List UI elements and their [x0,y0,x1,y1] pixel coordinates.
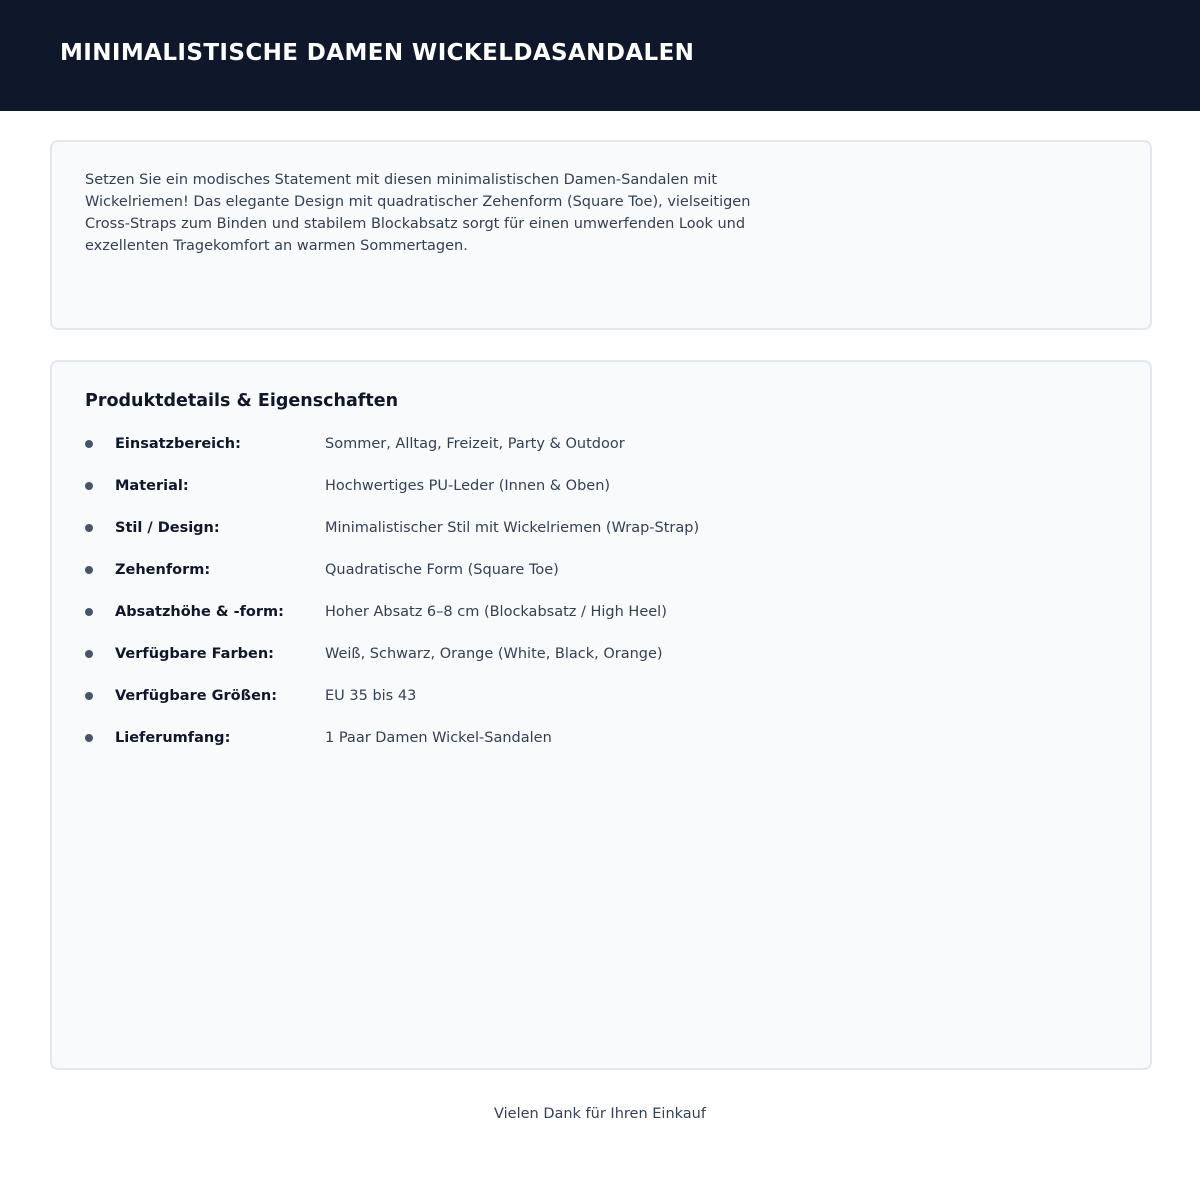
bullet-icon [85,524,93,532]
bullet-icon [85,692,93,700]
bullet-icon [85,734,93,742]
spec-value: Quadratische Form (Square Toe) [325,562,559,578]
spec-value: Sommer, Alltag, Freizeit, Party & Outdoor [325,436,625,452]
spec-value: Hoher Absatz 6–8 cm (Blockabsatz / High Heel) [325,604,667,620]
spec-value: Weiß, Schwarz, Orange (White, Black, Orange) [325,646,663,662]
spec-value: Hochwertiges PU-Leder (Innen & Oben) [325,478,611,494]
spec-label: Absatzhöhe & -form: [115,604,284,620]
bullet-icon [85,566,93,574]
page-header [0,0,1200,111]
spec-label: Einsatzbereich: [115,436,241,452]
spec-label: Verfügbare Farben: [115,646,274,662]
spec-label: Lieferumfang: [115,730,231,746]
intro-card [50,140,1152,330]
spec-label: Verfügbare Größen: [115,688,278,704]
bullet-icon [85,482,93,490]
spec-value: Minimalistischer Stil mit Wickelriemen (Wrap-Strap) [325,520,700,536]
spec-label: Material: [115,478,189,494]
page-title: MINIMALISTISCHE DAMEN WICKELDASANDALEN [60,40,695,66]
bullet-icon [85,608,93,616]
spec-value: EU 35 bis 43 [325,688,417,704]
spec-value: 1 Paar Damen Wickel-Sandalen [325,730,552,746]
intro-description: Setzen Sie ein modisches Statement mit diesen minimalistischen Damen-Sandalen mit Wickelriemen! Das elegante Design mit quadratischer Zehenform (Square Toe), vielseitigen Cross-Straps zum Binden und stabilem Blockabsatz sorgt für einen umwerfenden Look und exzellenten Tragekomfort an warmen Sommertagen. [85,172,751,254]
details-card [50,360,1152,1070]
bullet-icon [85,650,93,658]
details-title: Produktdetails & Eigenschaften [85,391,399,411]
spec-label: Stil / Design: [115,520,220,536]
bullet-icon [85,440,93,448]
spec-label: Zehenform: [115,562,211,578]
footer-thanks: Vielen Dank für Ihren Einkauf [494,1106,706,1122]
